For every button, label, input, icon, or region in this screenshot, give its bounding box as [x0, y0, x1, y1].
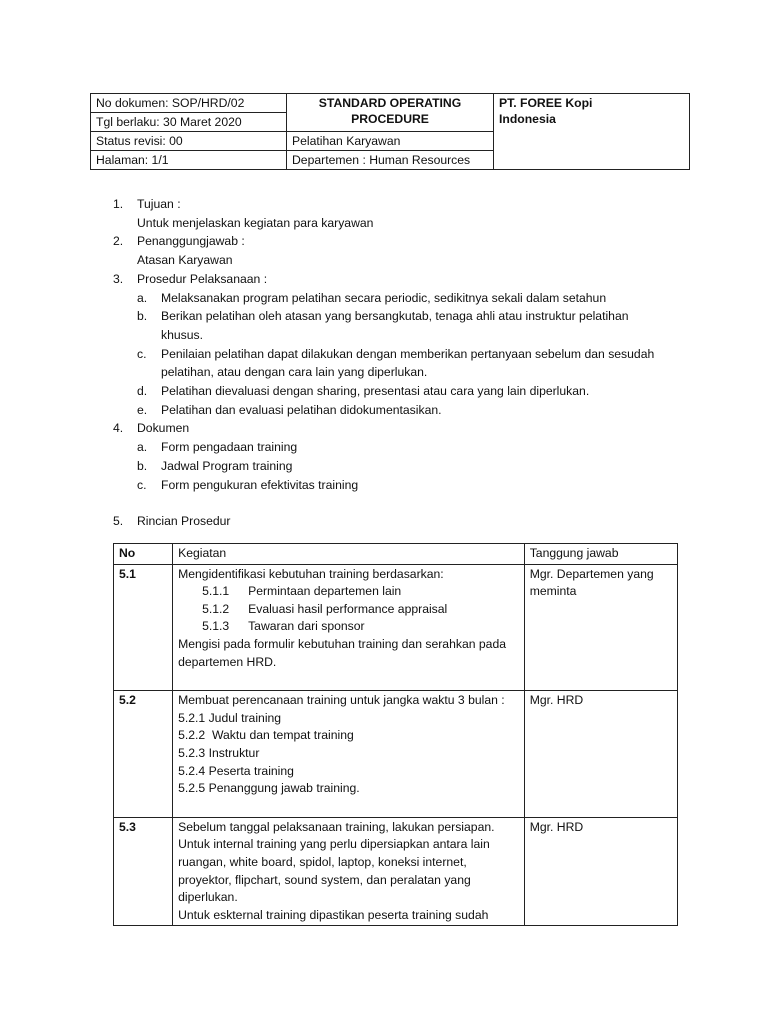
sub-step-code: 5.1.3 — [202, 619, 230, 634]
section-2 — [113, 232, 673, 251]
row-tanggung-jawab: Mgr. HRD — [524, 691, 677, 818]
kegiatan-line: Untuk eskternal training dipastikan peserta training sudah — [178, 907, 489, 922]
table-header-row — [114, 544, 678, 565]
revision-status: Status revisi: 00 — [91, 132, 287, 151]
section-4-items — [113, 438, 673, 494]
kegiatan-intro: Membuat perencanaan training untuk jangka waktu 3 bulan : — [178, 693, 505, 708]
list-item-text: Form pengadaan training — [161, 440, 298, 455]
section-2-number: 2. — [113, 234, 124, 249]
list-item-text: Berikan pelatihan oleh atasan yang bersangkutab, tenaga ahli atau instruktur pelatihan khusus. — [161, 309, 629, 342]
list-item — [137, 457, 673, 476]
doc-number: No dokumen: SOP/HRD/02 — [91, 94, 287, 113]
column-header-kegiatan: Kegiatan — [173, 544, 525, 565]
kegiatan-line: 5.2.4 Peserta training — [178, 763, 294, 778]
section-2-title: Penanggungjawab : — [137, 234, 245, 249]
list-item-mark: a. — [137, 290, 148, 305]
company-line2: Indonesia — [499, 112, 556, 126]
sub-step — [178, 583, 519, 601]
kegiatan-line: Untuk internal training yang perlu dipersiapkan antara lain ruangan, white board, spidol, laptop, koneksi internet, proyektor, flipchart, sound system, dan peralatan yang diperlukan. — [178, 837, 490, 905]
kegiatan-outro: Mengisi pada formulir kebutuhan training dan serahkan pada departemen HRD. — [178, 636, 507, 669]
section-1-title: Tujuan : — [137, 197, 181, 211]
row-tanggung-jawab: Mgr. Departemen yang meminta — [524, 564, 677, 691]
list-item-mark: c. — [137, 477, 147, 492]
list-item-text: Melaksanakan program pelatihan secara periodic, sedikitnya sekali dalam setahun — [161, 290, 607, 305]
list-item-text: Jadwal Program training — [161, 458, 293, 473]
effective-date: Tgl berlaku: 30 Maret 2020 — [91, 113, 287, 132]
list-item-mark: d. — [137, 384, 148, 399]
sub-step — [178, 601, 519, 619]
kegiatan-line: 5.2.2 Waktu dan tempat training — [178, 728, 354, 743]
department: Departemen : Human Resources — [287, 151, 494, 170]
list-item-mark: e. — [137, 402, 148, 417]
list-item-text: Pelatihan dievaluasi dengan sharing, presentasi atau cara yang lain diperlukan. — [161, 384, 590, 399]
document-header-table — [90, 93, 690, 170]
list-item — [137, 307, 673, 344]
table-row — [114, 817, 678, 926]
company-line1: PT. FOREE Kopi — [499, 96, 593, 110]
list-item — [137, 289, 673, 308]
list-item — [137, 382, 673, 401]
list-item-mark: c. — [137, 346, 147, 361]
section-3-number: 3. — [113, 271, 124, 286]
kegiatan-intro: Mengidentifikasi kebutuhan training berdasarkan: — [178, 566, 444, 581]
list-item-text: Pelatihan dan evaluasi pelatihan didokumentasikan. — [161, 402, 442, 417]
list-item-mark: b. — [137, 309, 148, 324]
row-kegiatan — [173, 817, 525, 926]
table-row — [114, 564, 678, 691]
row-tanggung-jawab: Mgr. HRD — [524, 817, 677, 926]
page-number: Halaman: 1/1 — [91, 151, 287, 170]
section-4-number: 4. — [113, 421, 124, 436]
section-2-body — [113, 251, 673, 270]
table-row — [114, 691, 678, 818]
row-kegiatan — [173, 691, 525, 818]
sop-sections — [113, 195, 673, 531]
sub-step — [178, 618, 519, 636]
sop-title-line1: STANDARD OPERATING — [318, 96, 462, 110]
column-header-no: No — [114, 544, 173, 565]
section-3-title: Prosedur Pelaksanaan : — [137, 271, 268, 286]
procedure-table — [113, 543, 678, 926]
list-item-text: Form pengukuran efektivitas training — [161, 477, 359, 492]
section-5-number: 5. — [113, 514, 124, 529]
section-4 — [113, 419, 673, 438]
sub-step-code: 5.1.1 — [202, 584, 230, 599]
sub-step-code: 5.1.2 — [202, 601, 230, 616]
list-item-mark: b. — [137, 458, 148, 473]
row-number: 5.3 — [114, 817, 173, 926]
section-3 — [113, 270, 673, 289]
row-kegiatan — [173, 564, 525, 691]
sop-topic: Pelatihan Karyawan — [287, 132, 494, 151]
section-4-title: Dokumen — [137, 421, 190, 436]
column-header-tanggung-jawab: Tanggung jawab — [524, 544, 677, 565]
section-5 — [113, 512, 673, 531]
list-item — [137, 401, 673, 420]
sub-step-text: Tawaran dari sponsor — [248, 619, 365, 634]
section-2-text: Atasan Karyawan — [137, 253, 233, 268]
section-1-body — [113, 214, 673, 233]
company-name — [494, 94, 690, 170]
list-item — [137, 476, 673, 495]
section-3-items — [113, 289, 673, 420]
section-1 — [113, 195, 673, 214]
row-number: 5.1 — [114, 564, 173, 691]
section-1-number: 1. — [113, 197, 124, 211]
kegiatan-line: Sebelum tanggal pelaksanaan training, lakukan persiapan. — [178, 819, 495, 834]
kegiatan-line: 5.2.3 Instruktur — [178, 745, 260, 760]
list-item — [137, 345, 673, 382]
kegiatan-line: 5.2.1 Judul training — [178, 710, 282, 725]
kegiatan-line: 5.2.5 Penanggung jawab training. — [178, 781, 360, 796]
sub-step-text: Evaluasi hasil performance appraisal — [248, 601, 448, 616]
list-item-mark: a. — [137, 440, 148, 455]
section-5-title: Rincian Prosedur — [137, 514, 231, 529]
list-item — [137, 438, 673, 457]
list-item-text: Penilaian pelatihan dapat dilakukan dengan memberikan pertanyaan sebelum dan sesudah pelatihan, atau dengan cara lain yang diperlukan. — [161, 346, 655, 380]
sop-title-line2: PROCEDURE — [351, 112, 429, 126]
sop-title — [287, 94, 494, 132]
section-1-text: Untuk menjelaskan kegiatan para karyawan — [137, 215, 374, 230]
sub-step-text: Permintaan departemen lain — [248, 584, 402, 599]
row-number: 5.2 — [114, 691, 173, 818]
